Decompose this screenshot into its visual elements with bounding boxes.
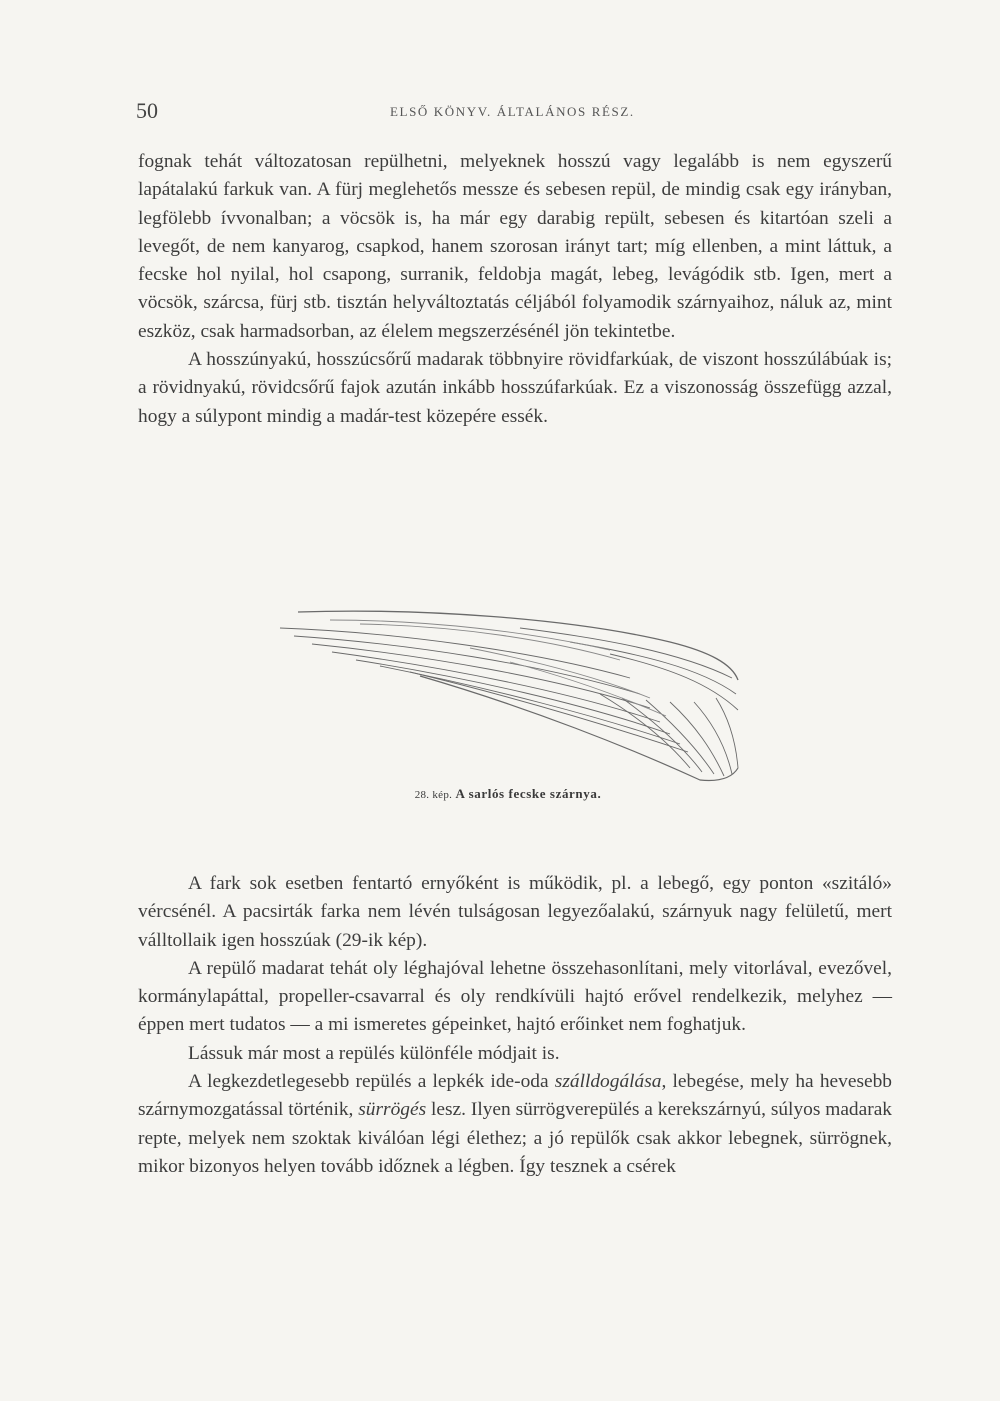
paragraph-4: A repülő madarat tehát oly léghajóval lehetne összehasonlítani, mely vitorlával, evezővel, kormánylapáttal, propeller-csavarral és oly rendkívüli hajtó erővel rendelkezik, melyhez — éppen mert tudatos — a mi ismeretes gépeinket, hajtó erőinket nem foghatjuk. [138, 957, 892, 1036]
figure-caption [378, 786, 638, 802]
paragraph-6 [138, 1068, 892, 1181]
caption-title: A sarlós fecske szárnya. [455, 786, 602, 801]
caption-number: 28. kép. [414, 789, 453, 801]
term-szalldogalasa: szálldogálása [554, 1071, 662, 1093]
paragraph-5: Lássuk már most a repülés különféle módjait is. [188, 1042, 560, 1064]
paragraph-6-part-2: , lebegése, mely ha hevesebb szárnymozgatással történik, [138, 1071, 893, 1121]
paragraph-3: A fark sok esetben fentartó ernyőként is működik, pl. a lebegő, egy ponton «szitáló» vércsénél. A pacsirták farka nem lévén tulságosan legyezőalakú, szárnyuk nagy felületű, mert válltollaik igen hosszúak (29-ik kép). [138, 873, 892, 951]
page-number: 50 [136, 98, 158, 123]
paragraph-6-part-1: A legkezdetlegesebb repülés a lepkék ide-oda [188, 1071, 555, 1093]
paragraph-1: fognak tehát változatosan repülhetni, melyeknek hosszú vagy legalább is nem egyszerű lapátalakú farkuk van. A fürj meglehetős messze és sebesen repül, de mindig csak egy irányban, legfölebb ívvonalban; a vöcsök is, ha már egy darabig repült, sebesen és kitartóan szeli a levegőt, de nem kanyarog, csapkod, hanem szorosan irányt tart; míg ellenben, a mint láttuk, a fecske hol nyilal, hol csapong, surranik, feldobja magát, lebeg, levágódik stb. Igen, mert a vöcsök, szárcsa, fürj stb. tisztán helyváltoztatás céljából folyamodik szárnyaihoz, náluk az, mint eszköz, csak harmadsorban, az élelem megszerzésénél jön tekintetbe. [138, 151, 892, 342]
paragraph-2: A hosszúnyakú, hosszúcsőrű madarak többnyire rövidfarkúak, de viszont hosszúlábúak is; a rövidnyakú, rövidcsőrű fajok azután inkább hosszúfarkúak. Ez a viszonosság összefügg azzal, hogy a súlypont mindig a madár-test közepére essék. [138, 349, 892, 427]
running-head [136, 98, 891, 128]
swift-wing-illustration [270, 598, 745, 783]
wing-drawing [270, 598, 745, 783]
term-surroges: sürrögés [358, 1099, 427, 1121]
body-text-bottom [138, 870, 892, 1181]
running-title: ELSŐ KÖNYV. ÁLTALÁNOS RÉSZ. [390, 104, 635, 119]
body-text-top [138, 148, 892, 431]
paragraph-6-part-3: lesz. Ilyen sürrögverepülés a kerekszárnyú, súlyos madarak repte, melyek nem szoktak kiválóan légi élethez; a jó repülők csak akkor lebegnek, sürrögnek, mikor bizonyos helyen tovább időznek a légben. Így tesznek a csérek [138, 1099, 892, 1177]
